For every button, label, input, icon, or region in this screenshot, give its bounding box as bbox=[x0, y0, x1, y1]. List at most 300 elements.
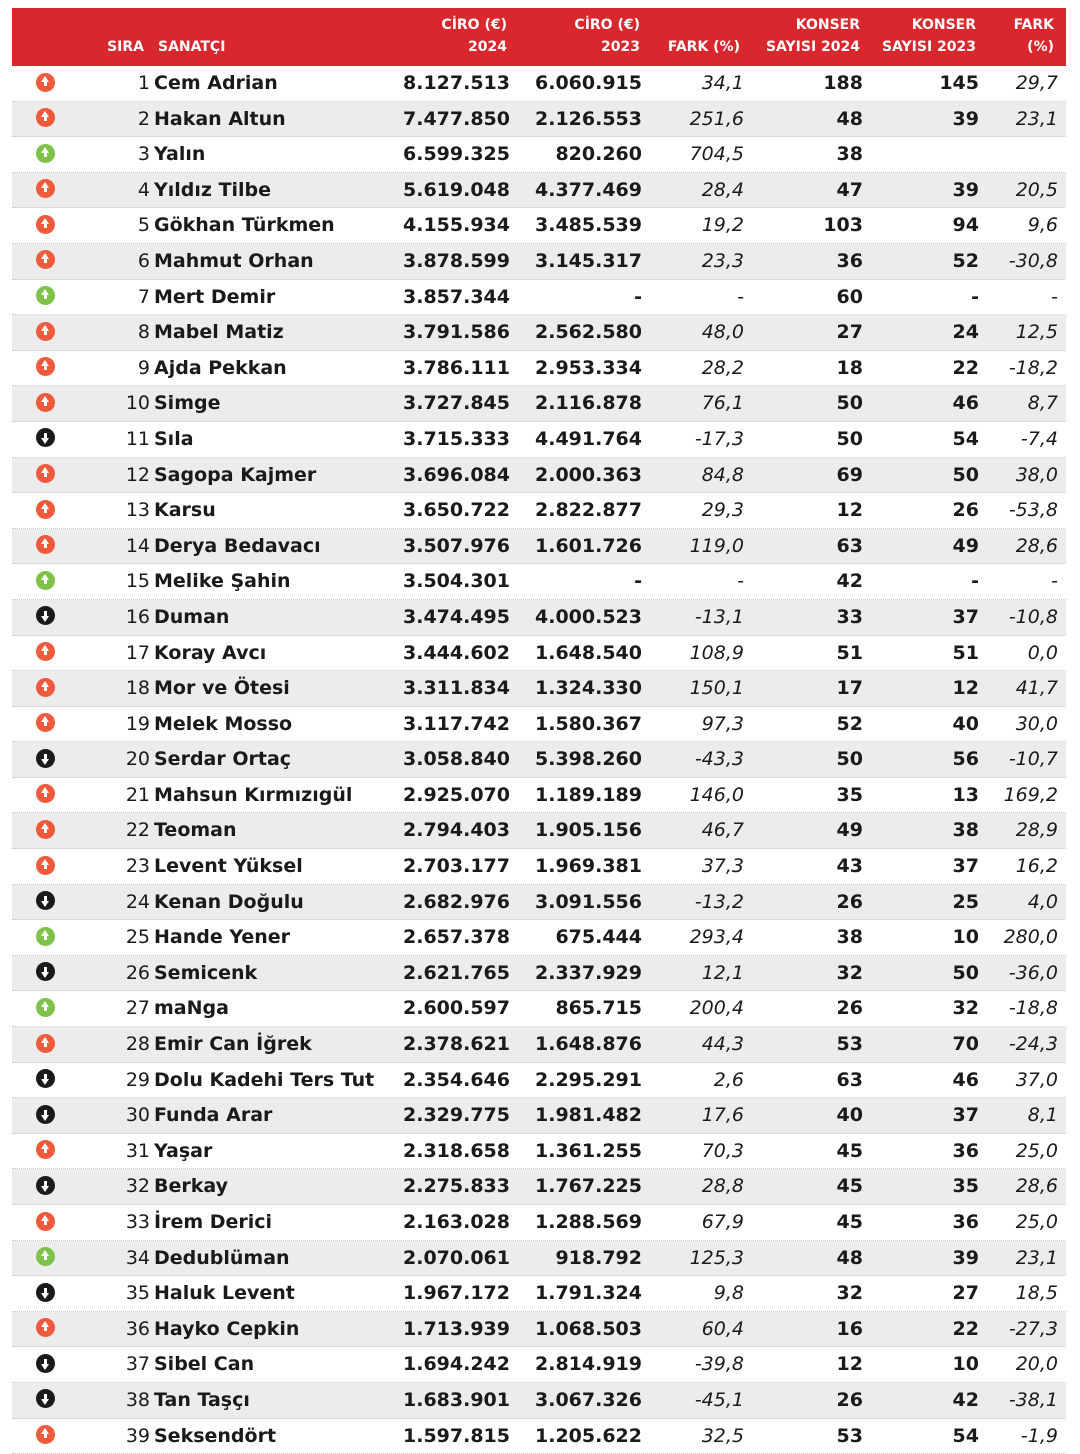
rank-cell: 27 bbox=[125, 997, 150, 1020]
konser-2023: - bbox=[971, 285, 979, 308]
rank-cell: 5 bbox=[137, 214, 150, 237]
konser-2023: 37 bbox=[952, 855, 979, 878]
header-ciro-2023: CİRO (€) 2023 bbox=[574, 17, 640, 55]
new-entry-icon bbox=[36, 998, 55, 1017]
artist-name: Duman bbox=[154, 605, 230, 628]
konser-2023: 70 bbox=[952, 1033, 979, 1056]
ciro-2024: 3.311.834 bbox=[403, 677, 510, 700]
konser-2023: 37 bbox=[952, 605, 979, 628]
ciro-2024: 1.967.172 bbox=[403, 1282, 510, 1305]
arrow-up-icon bbox=[36, 73, 55, 92]
konser-2024: 50 bbox=[836, 748, 863, 771]
trend-cell bbox=[36, 102, 58, 138]
konser-2024: 51 bbox=[836, 641, 863, 664]
trend-cell bbox=[36, 849, 58, 885]
arrow-down-icon bbox=[36, 1176, 55, 1195]
ciro-2024: 2.682.976 bbox=[403, 890, 510, 913]
ciro-2023: - bbox=[634, 570, 642, 593]
artist-name: Teoman bbox=[154, 819, 237, 842]
konser-2023: - bbox=[971, 570, 979, 593]
trend-cell bbox=[36, 386, 58, 422]
konser-fark-percent: -18,8 bbox=[1008, 997, 1058, 1020]
artist-name: Seksendört bbox=[154, 1424, 277, 1447]
table-row bbox=[12, 849, 1066, 885]
trend-cell bbox=[36, 636, 58, 672]
artist-name: Tan Taşçı bbox=[154, 1388, 250, 1411]
artist-name: Haluk Levent bbox=[154, 1282, 295, 1305]
konser-2023: 37 bbox=[952, 1104, 979, 1127]
fark-percent: 293,4 bbox=[689, 926, 744, 949]
ciro-2024: 3.696.084 bbox=[403, 463, 510, 486]
arrow-up-icon bbox=[36, 250, 55, 269]
trend-cell bbox=[36, 1169, 58, 1205]
konser-2023: 22 bbox=[952, 1317, 979, 1340]
fark-percent: 200,4 bbox=[689, 997, 744, 1020]
arrow-up-icon bbox=[36, 1318, 55, 1337]
ciro-2023: 1.648.876 bbox=[535, 1033, 642, 1056]
rank-cell: 20 bbox=[125, 748, 150, 771]
fark-percent: 28,2 bbox=[701, 356, 744, 379]
konser-2024: 16 bbox=[836, 1317, 863, 1340]
ciro-2023: 2.562.580 bbox=[535, 321, 642, 344]
konser-2023: 10 bbox=[952, 926, 979, 949]
fark-percent: 70,3 bbox=[701, 1139, 744, 1162]
konser-fark-percent: 4,0 bbox=[1027, 890, 1058, 913]
table-row bbox=[12, 66, 1066, 102]
table-row bbox=[12, 1312, 1066, 1348]
rank-cell: 31 bbox=[125, 1139, 150, 1162]
konser-fark-percent: -18,2 bbox=[1008, 356, 1058, 379]
table-row bbox=[12, 173, 1066, 209]
arrow-up-icon bbox=[36, 393, 55, 412]
table-row bbox=[12, 991, 1066, 1027]
fark-percent: -13,1 bbox=[694, 605, 744, 628]
ciro-2023: 2.116.878 bbox=[535, 392, 642, 415]
table-row bbox=[12, 1347, 1066, 1383]
konser-fark-percent: -24,3 bbox=[1008, 1033, 1058, 1056]
ciro-2023: 1.969.381 bbox=[535, 855, 642, 878]
arrow-up-icon bbox=[36, 500, 55, 519]
fark-percent: 12,1 bbox=[701, 961, 744, 984]
ciro-2024: 1.713.939 bbox=[403, 1317, 510, 1340]
table-row bbox=[12, 386, 1066, 422]
artist-name: Mahmut Orhan bbox=[154, 249, 314, 272]
table-row bbox=[12, 315, 1066, 351]
arrow-up-icon bbox=[36, 642, 55, 661]
konser-2024: 33 bbox=[836, 605, 863, 628]
ciro-2024: 3.474.495 bbox=[403, 605, 510, 628]
konser-2023: 51 bbox=[952, 641, 979, 664]
artist-name: Yalın bbox=[154, 143, 206, 166]
fark-percent: 119,0 bbox=[689, 534, 744, 557]
ciro-2023: 2.953.334 bbox=[535, 356, 642, 379]
konser-2023: 38 bbox=[952, 819, 979, 842]
konser-fark-percent: -27,3 bbox=[1008, 1317, 1058, 1340]
rank-cell: 6 bbox=[137, 249, 150, 272]
konser-fark-percent: -7,4 bbox=[1020, 427, 1058, 450]
trend-cell bbox=[36, 813, 58, 849]
table-row bbox=[12, 208, 1066, 244]
ciro-2024: 3.715.333 bbox=[403, 427, 510, 450]
table-row bbox=[12, 280, 1066, 316]
konser-2024: 43 bbox=[836, 855, 863, 878]
trend-cell bbox=[36, 1241, 58, 1277]
rank-cell: 36 bbox=[125, 1317, 150, 1340]
konser-2023: 50 bbox=[952, 463, 979, 486]
table-row bbox=[12, 1134, 1066, 1170]
ciro-2024: 2.275.833 bbox=[403, 1175, 510, 1198]
ciro-2024: 3.791.586 bbox=[403, 321, 510, 344]
rank-cell: 3 bbox=[137, 143, 150, 166]
ciro-2024: 7.477.850 bbox=[403, 107, 510, 130]
artist-name: Simge bbox=[154, 392, 221, 415]
ciro-2023: 2.814.919 bbox=[535, 1353, 642, 1376]
ciro-2023: 2.337.929 bbox=[535, 961, 642, 984]
konser-fark-percent: -30,8 bbox=[1008, 249, 1058, 272]
arrow-up-icon bbox=[36, 784, 55, 803]
artist-name: Melek Mosso bbox=[154, 712, 293, 735]
fark-percent: 150,1 bbox=[689, 677, 744, 700]
rank-cell: 12 bbox=[125, 463, 150, 486]
table-row bbox=[12, 564, 1066, 600]
ciro-2023: 6.060.915 bbox=[535, 72, 642, 94]
new-entry-icon bbox=[36, 286, 55, 305]
konser-fark-percent: -10,8 bbox=[1008, 605, 1058, 628]
rank-cell: 39 bbox=[125, 1424, 150, 1447]
ciro-2024: 2.378.621 bbox=[403, 1033, 510, 1056]
konser-2024: 60 bbox=[836, 285, 863, 308]
fark-percent: 67,9 bbox=[701, 1211, 744, 1233]
ciro-2024: 1.683.901 bbox=[403, 1388, 510, 1411]
konser-fark-percent: - bbox=[1051, 570, 1058, 593]
artist-name: Hande Yener bbox=[154, 926, 291, 949]
artist-name: Serdar Ortaç bbox=[154, 748, 292, 771]
artist-name: Cem Adrian bbox=[154, 72, 278, 94]
table-row bbox=[12, 742, 1066, 778]
konser-fark-percent: -53,8 bbox=[1008, 499, 1058, 522]
konser-2024: 63 bbox=[836, 1068, 863, 1091]
artist-name: Ajda Pekkan bbox=[154, 356, 287, 379]
artist-name: Levent Yüksel bbox=[154, 855, 303, 878]
konser-fark-percent: 28,6 bbox=[1015, 534, 1058, 557]
fark-percent: 2,6 bbox=[713, 1068, 744, 1091]
konser-fark-percent: 18,5 bbox=[1015, 1282, 1058, 1305]
trend-cell bbox=[36, 778, 58, 814]
fark-percent: 60,4 bbox=[701, 1317, 744, 1340]
ciro-2023: 2.000.363 bbox=[535, 463, 642, 486]
ciro-2023: 1.905.156 bbox=[535, 819, 642, 842]
ciro-2024: 3.786.111 bbox=[403, 356, 510, 379]
arrow-up-icon bbox=[36, 820, 55, 839]
ciro-2024: 2.794.403 bbox=[403, 819, 510, 842]
konser-fark-percent: 12,5 bbox=[1015, 321, 1058, 344]
ciro-2023: 2.295.291 bbox=[535, 1068, 642, 1091]
rank-cell: 30 bbox=[125, 1104, 150, 1127]
artist-name: Derya Bedavacı bbox=[154, 534, 321, 557]
ciro-2023: 1.068.503 bbox=[535, 1317, 642, 1340]
arrow-down-icon bbox=[36, 606, 55, 625]
trend-cell bbox=[36, 529, 58, 565]
table-row bbox=[12, 1098, 1066, 1134]
rank-cell: 28 bbox=[125, 1033, 150, 1056]
fark-percent: 704,5 bbox=[689, 143, 744, 166]
konser-2024: 53 bbox=[836, 1033, 863, 1056]
ciro-2023: 4.000.523 bbox=[535, 605, 642, 628]
ciro-2024: 3.650.722 bbox=[403, 499, 510, 522]
konser-2024: 45 bbox=[836, 1175, 863, 1198]
trend-cell bbox=[36, 173, 58, 209]
fark-percent: 29,3 bbox=[701, 499, 744, 522]
rank-cell: 33 bbox=[125, 1211, 150, 1233]
ciro-2024: 2.925.070 bbox=[403, 783, 510, 806]
table-body bbox=[12, 66, 1066, 1454]
trend-cell bbox=[36, 315, 58, 351]
fark-percent: 37,3 bbox=[701, 855, 744, 878]
artist-name: Mahsun Kırmızıgül bbox=[154, 783, 353, 806]
konser-2023: 49 bbox=[952, 534, 979, 557]
konser-2023 bbox=[882, 137, 979, 173]
konser-2024: 32 bbox=[836, 961, 863, 984]
header-artist: SANATÇI bbox=[158, 39, 226, 55]
trend-cell bbox=[36, 458, 58, 494]
rank-cell: 22 bbox=[125, 819, 150, 842]
trend-cell bbox=[36, 1134, 58, 1170]
konser-fark-percent: - bbox=[1051, 285, 1058, 308]
konser-2023: 36 bbox=[952, 1139, 979, 1162]
konser-2023: 54 bbox=[952, 1424, 979, 1447]
konser-2024: 12 bbox=[836, 1353, 863, 1376]
ciro-2023: 2.126.553 bbox=[535, 107, 642, 130]
konser-2024: 53 bbox=[836, 1424, 863, 1447]
table-row bbox=[12, 600, 1066, 636]
artist-name: Dedublüman bbox=[154, 1246, 290, 1269]
ciro-2024: 3.507.976 bbox=[403, 534, 510, 557]
rank-cell: 11 bbox=[125, 427, 150, 450]
konser-fark-percent: 20,5 bbox=[1015, 178, 1058, 201]
ciro-2023: 1.324.330 bbox=[535, 677, 642, 700]
fark-percent: 46,7 bbox=[701, 819, 744, 842]
table-row bbox=[12, 458, 1066, 494]
ciro-2024: 2.600.597 bbox=[403, 997, 510, 1020]
new-entry-icon bbox=[36, 144, 55, 163]
konser-2024: 42 bbox=[836, 570, 863, 593]
konser-2023: 39 bbox=[952, 1246, 979, 1269]
konser-fark-percent: 280,0 bbox=[1003, 926, 1058, 949]
ciro-2023: 1.189.189 bbox=[535, 783, 642, 806]
ciro-2023: 1.767.225 bbox=[535, 1175, 642, 1198]
artist-name: Hayko Cepkin bbox=[154, 1317, 300, 1340]
ciro-2024: 2.163.028 bbox=[403, 1211, 510, 1233]
table-row bbox=[12, 1063, 1066, 1099]
konser-2023: 27 bbox=[952, 1282, 979, 1305]
fark-percent: -17,3 bbox=[694, 427, 744, 450]
table-row bbox=[12, 707, 1066, 743]
ciro-2023: 1.288.569 bbox=[535, 1211, 642, 1233]
konser-2023: 22 bbox=[952, 356, 979, 379]
arrow-up-icon bbox=[36, 535, 55, 554]
fark-percent: 251,6 bbox=[689, 107, 744, 130]
table-row bbox=[12, 529, 1066, 565]
rank-cell: 18 bbox=[125, 677, 150, 700]
table-row bbox=[12, 636, 1066, 672]
table-row bbox=[12, 920, 1066, 956]
trend-cell bbox=[36, 1063, 58, 1099]
ciro-2024: 4.155.934 bbox=[403, 214, 510, 237]
ciro-2024: 2.657.378 bbox=[403, 926, 510, 949]
rank-cell: 21 bbox=[125, 783, 150, 806]
ciro-2023: 1.205.622 bbox=[535, 1424, 642, 1447]
artist-name: Kenan Doğulu bbox=[154, 890, 304, 913]
fark-percent: 19,2 bbox=[701, 214, 744, 237]
konser-2023: 39 bbox=[952, 178, 979, 201]
artist-name: Karsu bbox=[154, 499, 216, 522]
konser-2023: 36 bbox=[952, 1211, 979, 1233]
header-fark-konser: FARK (%) bbox=[1013, 17, 1054, 55]
header-konser-2023: KONSER SAYISI 2023 bbox=[881, 17, 976, 55]
konser-2023: 56 bbox=[952, 748, 979, 771]
konser-2024: 12 bbox=[836, 499, 863, 522]
table-row bbox=[12, 1276, 1066, 1312]
artist-name: Hakan Altun bbox=[154, 107, 286, 130]
rank-cell: 17 bbox=[125, 641, 150, 664]
fark-percent: 17,6 bbox=[701, 1104, 744, 1127]
ciro-2023: 3.145.317 bbox=[535, 249, 642, 272]
rank-cell: 32 bbox=[125, 1175, 150, 1198]
rank-cell: 23 bbox=[125, 855, 150, 878]
artist-name: Yaşar bbox=[154, 1139, 213, 1162]
konser-2024: 40 bbox=[836, 1104, 863, 1127]
ciro-2023: 2.822.877 bbox=[535, 499, 642, 522]
artist-name: Sibel Can bbox=[154, 1353, 255, 1376]
trend-cell bbox=[36, 991, 58, 1027]
header-konser-2024: KONSER SAYISI 2024 bbox=[765, 17, 860, 55]
konser-2023: 46 bbox=[952, 392, 979, 415]
konser-2024: 36 bbox=[836, 249, 863, 272]
artist-name: Semicenk bbox=[154, 961, 258, 984]
trend-cell bbox=[36, 956, 58, 992]
konser-2024: 38 bbox=[836, 926, 863, 949]
trend-cell bbox=[36, 600, 58, 636]
artist-name: Dolu Kadehi Ters Tut bbox=[154, 1068, 375, 1091]
arrow-up-icon bbox=[36, 322, 55, 341]
table-row bbox=[12, 422, 1066, 458]
konser-fark-percent: 25,0 bbox=[1015, 1139, 1058, 1162]
konser-fark-percent: 169,2 bbox=[1003, 783, 1058, 806]
fark-percent: 146,0 bbox=[689, 783, 744, 806]
rank-cell: 15 bbox=[125, 570, 150, 593]
ciro-2024: 3.878.599 bbox=[403, 249, 510, 272]
konser-2023: 10 bbox=[952, 1353, 979, 1376]
konser-2023: 94 bbox=[952, 214, 979, 237]
trend-cell bbox=[36, 885, 58, 921]
ciro-2023: 3.067.326 bbox=[535, 1388, 642, 1411]
ciro-2024: 3.058.840 bbox=[403, 748, 510, 771]
artist-name: Melike Şahin bbox=[154, 570, 291, 593]
rank-cell: 24 bbox=[125, 890, 150, 913]
konser-2023: 24 bbox=[952, 321, 979, 344]
rank-cell: 10 bbox=[125, 392, 150, 415]
konser-fark-percent: 23,1 bbox=[1015, 1246, 1058, 1269]
trend-cell bbox=[36, 244, 58, 280]
konser-2024: 69 bbox=[836, 463, 863, 486]
arrow-down-icon bbox=[36, 962, 55, 981]
ciro-2024: 8.127.513 bbox=[403, 72, 510, 94]
ciro-2023: 1.648.540 bbox=[535, 641, 642, 664]
trend-cell bbox=[36, 422, 58, 458]
ciro-2023: 1.601.726 bbox=[535, 534, 642, 557]
arrow-up-icon bbox=[36, 1034, 55, 1053]
arrow-up-icon bbox=[36, 1140, 55, 1159]
ciro-2023: - bbox=[634, 285, 642, 308]
rank-cell: 26 bbox=[125, 961, 150, 984]
trend-cell bbox=[36, 564, 58, 600]
artist-name: maNga bbox=[154, 997, 229, 1020]
artist-name: Yıldız Tilbe bbox=[154, 178, 272, 201]
fark-percent: 32,5 bbox=[701, 1424, 744, 1447]
trend-cell bbox=[36, 1419, 58, 1454]
ciro-2023: 3.485.539 bbox=[535, 214, 642, 237]
konser-2024: 50 bbox=[836, 392, 863, 415]
ciro-2024: 2.329.775 bbox=[403, 1104, 510, 1127]
ciro-2023: 5.398.260 bbox=[535, 748, 642, 771]
fark-percent: 44,3 bbox=[701, 1033, 744, 1056]
table-row bbox=[12, 137, 1066, 173]
fark-percent: 28,8 bbox=[701, 1175, 744, 1198]
ciro-2023: 820.260 bbox=[555, 143, 642, 166]
ciro-2023: 675.444 bbox=[555, 926, 642, 949]
table-row bbox=[12, 671, 1066, 707]
konser-2024: 26 bbox=[836, 890, 863, 913]
fark-percent: 34,1 bbox=[701, 72, 744, 94]
ciro-2023: 1.361.255 bbox=[535, 1139, 642, 1162]
konser-fark-percent: 28,6 bbox=[1015, 1175, 1058, 1198]
konser-fark-percent: 0,0 bbox=[1027, 641, 1058, 664]
konser-fark-percent: 29,7 bbox=[1015, 72, 1058, 94]
table-row bbox=[12, 956, 1066, 992]
ciro-2024: 2.070.061 bbox=[403, 1246, 510, 1269]
arrow-down-icon bbox=[36, 891, 55, 910]
ciro-2024: 3.727.845 bbox=[403, 392, 510, 415]
ciro-2024: 2.621.765 bbox=[403, 961, 510, 984]
trend-cell bbox=[36, 208, 58, 244]
artist-name: Gökhan Türkmen bbox=[154, 214, 335, 237]
arrow-up-icon bbox=[36, 1212, 55, 1231]
ciro-2023: 3.091.556 bbox=[535, 890, 642, 913]
konser-2024: 50 bbox=[836, 427, 863, 450]
konser-2023: 50 bbox=[952, 961, 979, 984]
ciro-2024: 3.857.344 bbox=[403, 285, 510, 308]
fark-percent: -13,2 bbox=[694, 890, 744, 913]
table-row bbox=[12, 778, 1066, 814]
rank-cell: 8 bbox=[137, 321, 150, 344]
trend-cell bbox=[36, 1347, 58, 1383]
konser-2023: 25 bbox=[952, 890, 979, 913]
arrow-down-icon bbox=[36, 1354, 55, 1373]
rank-cell: 35 bbox=[125, 1282, 150, 1305]
ciro-2023: 865.715 bbox=[555, 997, 642, 1020]
trend-cell bbox=[36, 671, 58, 707]
arrow-up-icon bbox=[36, 1425, 55, 1444]
rank-cell: 34 bbox=[125, 1246, 150, 1269]
rank-cell: 19 bbox=[125, 712, 150, 735]
konser-2024: 63 bbox=[836, 534, 863, 557]
revenue-table bbox=[12, 8, 1066, 1454]
ciro-2024: 2.354.646 bbox=[403, 1068, 510, 1091]
arrow-up-icon bbox=[36, 179, 55, 198]
konser-fark-percent: 16,2 bbox=[1015, 855, 1058, 878]
ciro-2024: 1.597.815 bbox=[403, 1424, 510, 1447]
arrow-up-icon bbox=[36, 215, 55, 234]
